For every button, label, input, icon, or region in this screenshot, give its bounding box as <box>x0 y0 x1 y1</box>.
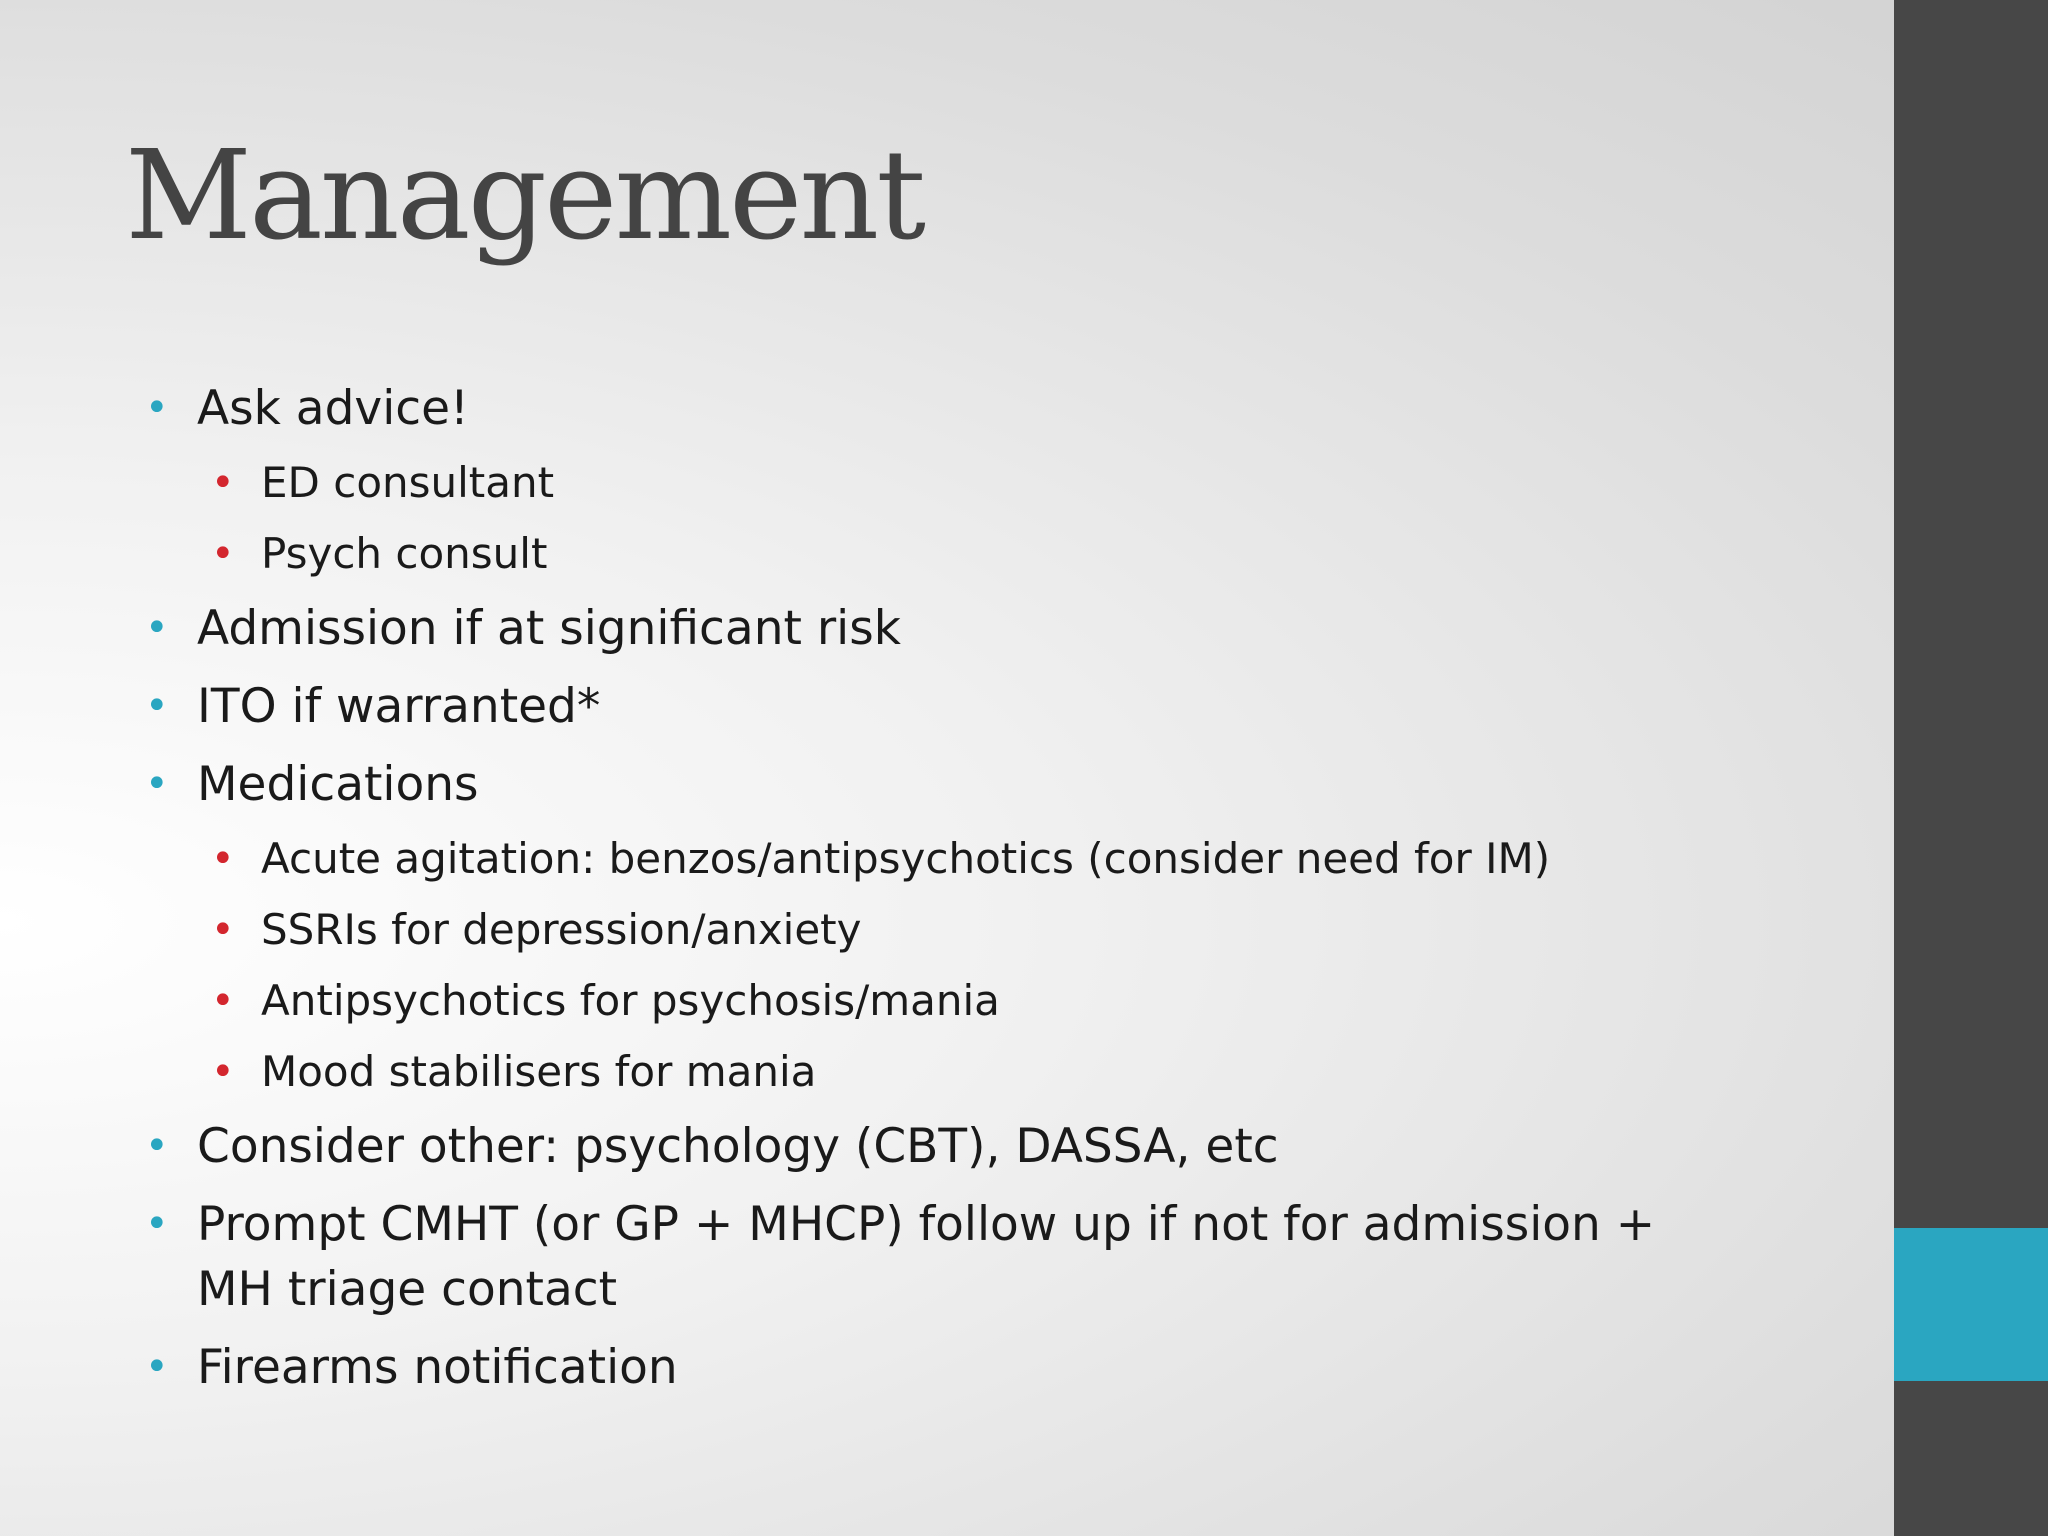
sub-bullet-text: Psych consult <box>261 529 548 578</box>
bullet-item <box>145 1192 1745 1322</box>
bullet-icon: • <box>145 761 169 807</box>
sub-bullet-icon: • <box>211 907 235 953</box>
bullet-item <box>145 1114 1745 1179</box>
sub-bullet-text: Antipsychotics for psychosis/mania <box>261 976 1000 1025</box>
bullet-text: Consider other: psychology (CBT), DASSA, etc <box>197 1119 1279 1174</box>
sub-bullet-item <box>145 1043 1745 1101</box>
sub-bullet-text: Acute agitation: benzos/antipsychotics (consider need for IM) <box>261 834 1551 883</box>
bullet-icon: • <box>145 385 169 431</box>
bullet-item <box>145 1335 1745 1400</box>
bullet-icon: • <box>145 1123 169 1169</box>
sub-bullet-item <box>145 454 1745 512</box>
bullet-text: Ask advice! <box>197 381 469 436</box>
bullet-item <box>145 376 1745 441</box>
bullet-text: Prompt CMHT (or GP + MHCP) follow up if not for admission + MH triage contact <box>197 1197 1656 1317</box>
bullet-text: Admission if at significant risk <box>197 601 901 656</box>
slide-title: Management <box>125 124 924 268</box>
side-accent-decoration <box>1894 1228 2048 1381</box>
sub-bullet-icon: • <box>211 531 235 577</box>
sub-bullet-icon: • <box>211 1049 235 1095</box>
bullet-item <box>145 674 1745 739</box>
bullet-text: Medications <box>197 757 479 812</box>
bullet-item <box>145 596 1745 661</box>
bullet-text: Firearms notification <box>197 1340 678 1395</box>
sub-bullet-item <box>145 972 1745 1030</box>
sub-bullet-item <box>145 830 1745 888</box>
sub-bullet-icon: • <box>211 460 235 506</box>
sub-bullet-icon: • <box>211 836 235 882</box>
sub-bullet-item <box>145 901 1745 959</box>
bullet-icon: • <box>145 605 169 651</box>
sub-bullet-icon: • <box>211 978 235 1024</box>
bullet-icon: • <box>145 1201 169 1247</box>
bullet-icon: • <box>145 683 169 729</box>
sub-bullet-text: ED consultant <box>261 458 555 507</box>
sub-bullet-text: SSRIs for depression/anxiety <box>261 905 862 954</box>
bullet-list <box>145 376 1745 1413</box>
bullet-icon: • <box>145 1344 169 1390</box>
bullet-item <box>145 752 1745 817</box>
sub-bullet-text: Mood stabilisers for mania <box>261 1047 817 1096</box>
bullet-text: ITO if warranted* <box>197 679 601 734</box>
sub-bullet-item <box>145 525 1745 583</box>
